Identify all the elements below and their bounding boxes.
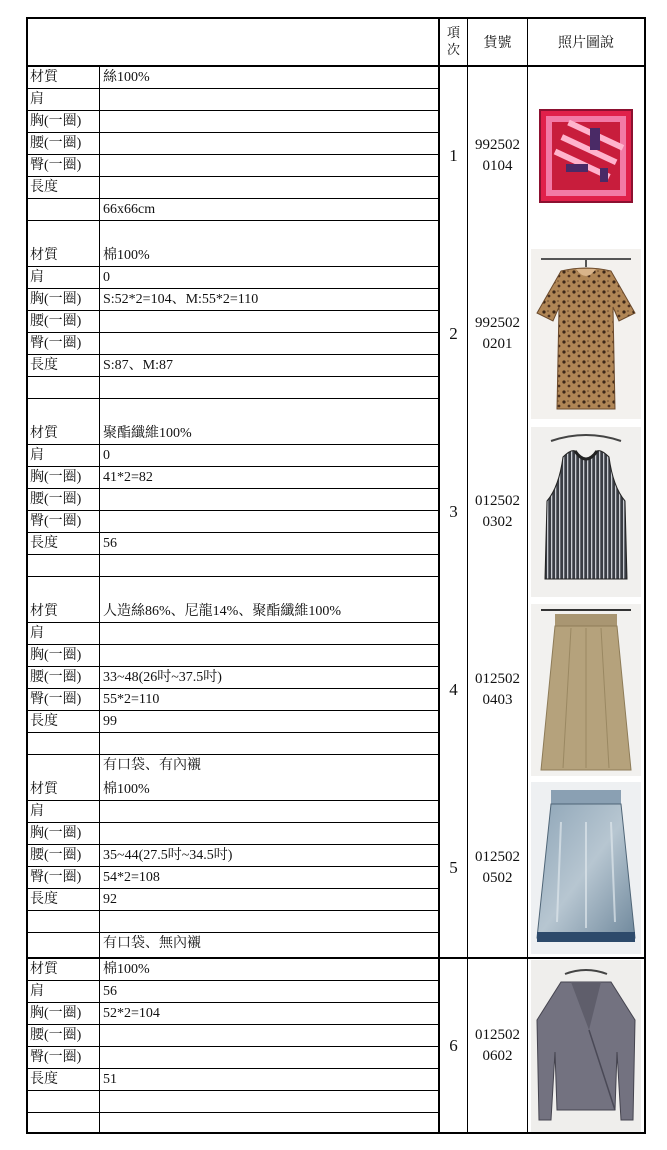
- label-material: 材質: [28, 959, 99, 981]
- value-note: [100, 733, 438, 755]
- label-length: 長度: [28, 177, 99, 199]
- attribute-value-column: [100, 959, 440, 1132]
- value-chest: 41*2=82: [100, 467, 438, 489]
- label-empty: [28, 1091, 99, 1113]
- item-block: [28, 67, 644, 245]
- label-empty: [28, 377, 99, 399]
- item-block: [28, 779, 644, 957]
- label-empty: [28, 1113, 99, 1135]
- product-spec-table: [26, 17, 646, 1134]
- value-chest: [100, 823, 438, 845]
- leopard-print-dress-image: [531, 249, 641, 419]
- attribute-value-column: [100, 245, 440, 423]
- value-length: [100, 177, 438, 199]
- header-photo: 照片圖說: [528, 19, 644, 67]
- item-number: 1: [440, 67, 468, 245]
- item-sku: [468, 959, 528, 1132]
- item-sku: [468, 245, 528, 423]
- value-waist: [100, 311, 438, 333]
- item-block: [28, 423, 644, 601]
- item-number: 4: [440, 601, 468, 779]
- value-shoulder: 0: [100, 267, 438, 289]
- gray-wrap-jacket-image: [531, 960, 641, 1132]
- label-hip: 臀(一圈): [28, 155, 99, 177]
- label-empty: [28, 933, 99, 955]
- label-hip: 臀(一圈): [28, 333, 99, 355]
- sku-line-2: 0302: [482, 514, 513, 530]
- label-hip: 臀(一圈): [28, 867, 99, 889]
- value-material: 人造絲86%、尼龍14%、聚酯纖維100%: [100, 601, 438, 623]
- product-photo: [528, 779, 644, 957]
- red-silk-scarf-image: [536, 106, 636, 206]
- value-waist: [100, 489, 438, 511]
- value-note2: [100, 577, 438, 599]
- value-material: 絲100%: [100, 67, 438, 89]
- attribute-value-column: [100, 779, 440, 957]
- label-empty: [28, 577, 99, 599]
- value-shoulder: [100, 801, 438, 823]
- attribute-label-column: [28, 245, 100, 423]
- label-chest: 胸(一圈): [28, 1003, 99, 1025]
- value-length: S:87、M:87: [100, 355, 438, 377]
- label-chest: 胸(一圈): [28, 645, 99, 667]
- label-empty: [28, 733, 99, 755]
- label-empty: [28, 399, 99, 421]
- label-waist: 腰(一圈): [28, 1025, 99, 1047]
- value-hip: [100, 1047, 438, 1069]
- value-note2: [100, 1113, 438, 1135]
- sku-line-1: 992502: [475, 315, 520, 331]
- product-photo: [528, 423, 644, 601]
- label-material: 材質: [28, 601, 99, 623]
- item-block: [28, 601, 644, 779]
- label-chest: 胸(一圈): [28, 467, 99, 489]
- value-hip: 54*2=108: [100, 867, 438, 889]
- label-shoulder: 肩: [28, 445, 99, 467]
- label-empty: [28, 755, 99, 777]
- value-note2: 有口袋、無內襯: [103, 936, 201, 951]
- sku-line-2: 0502: [482, 870, 513, 886]
- attribute-value-column: [100, 601, 440, 779]
- value-note2: [100, 221, 438, 243]
- sku-line-2: 0602: [482, 1047, 513, 1064]
- label-shoulder: 肩: [28, 801, 99, 823]
- value-note: [100, 911, 438, 933]
- label-waist: 腰(一圈): [28, 311, 99, 333]
- sku-line-1: 012502: [475, 849, 520, 865]
- label-waist: 腰(一圈): [28, 667, 99, 689]
- sku-line-1: 992502: [475, 137, 520, 153]
- label-empty: [28, 199, 99, 221]
- value-shoulder: 0: [100, 445, 438, 467]
- header-item-no: 項次: [440, 19, 468, 67]
- value-chest: 52*2=104: [100, 1003, 438, 1025]
- value-hip: [100, 155, 438, 177]
- label-length: 長度: [28, 533, 99, 555]
- value-hip: 55*2=110: [100, 689, 438, 711]
- label-empty: [28, 221, 99, 243]
- label-waist: 腰(一圈): [28, 845, 99, 867]
- sku-line-2: 0104: [482, 158, 513, 174]
- value-material: 棉100%: [100, 779, 438, 801]
- attribute-label-column: [28, 601, 100, 779]
- item-number: 6: [440, 959, 468, 1132]
- label-length: 長度: [28, 889, 99, 911]
- value-length: 51: [100, 1069, 438, 1091]
- denim-skirt-image: [531, 782, 641, 954]
- label-chest: 胸(一圈): [28, 289, 99, 311]
- item-sku: [468, 423, 528, 601]
- khaki-skirt-image: [531, 604, 641, 776]
- label-material: 材質: [28, 245, 99, 267]
- attribute-label-column: [28, 959, 100, 1132]
- value-waist: 33~48(26吋~37.5吋): [100, 667, 438, 689]
- value-waist: [100, 1025, 438, 1047]
- attribute-label-column: [28, 67, 100, 245]
- label-material: 材質: [28, 67, 99, 89]
- label-empty: [28, 555, 99, 577]
- value-note: 66x66cm: [100, 199, 438, 221]
- label-shoulder: 肩: [28, 623, 99, 645]
- label-material: 材質: [28, 779, 99, 801]
- label-chest: 胸(一圈): [28, 111, 99, 133]
- value-length: 56: [100, 533, 438, 555]
- item-number: 5: [440, 779, 468, 957]
- label-shoulder: 肩: [28, 981, 99, 1003]
- label-shoulder: 肩: [28, 89, 99, 111]
- value-note: [100, 1091, 438, 1113]
- value-note: [100, 555, 438, 577]
- label-length: 長度: [28, 1069, 99, 1091]
- value-chest: [100, 111, 438, 133]
- value-shoulder: 56: [100, 981, 438, 1003]
- value-note2: 有口袋、有內襯: [103, 758, 201, 773]
- item-number: 3: [440, 423, 468, 601]
- sku-line-1: 012502: [475, 1026, 520, 1043]
- header-sku: 貨號: [468, 19, 528, 67]
- value-waist: [100, 133, 438, 155]
- attribute-value-column: [100, 67, 440, 245]
- value-hip: [100, 511, 438, 533]
- value-material: 棉100%: [100, 959, 438, 981]
- product-photo: [528, 67, 644, 245]
- product-photo: [528, 959, 644, 1132]
- attribute-label-column: [28, 423, 100, 601]
- sku-line-1: 012502: [475, 671, 520, 687]
- label-waist: 腰(一圈): [28, 489, 99, 511]
- item-block: [28, 957, 644, 1132]
- value-chest: [100, 645, 438, 667]
- label-waist: 腰(一圈): [28, 133, 99, 155]
- item-sku: [468, 601, 528, 779]
- attribute-value-column: [100, 423, 440, 601]
- value-length: 99: [100, 711, 438, 733]
- value-shoulder: [100, 623, 438, 645]
- striped-knit-tank-top-image: [531, 427, 641, 597]
- item-sku: [468, 67, 528, 245]
- label-hip: 臀(一圈): [28, 689, 99, 711]
- label-length: 長度: [28, 355, 99, 377]
- item-sku: [468, 779, 528, 957]
- label-hip: 臀(一圈): [28, 511, 99, 533]
- label-hip: 臀(一圈): [28, 1047, 99, 1069]
- item-block: [28, 245, 644, 423]
- value-note: [100, 377, 438, 399]
- value-length: 92: [100, 889, 438, 911]
- value-hip: [100, 333, 438, 355]
- value-waist: 35~44(27.5吋~34.5吋): [100, 845, 438, 867]
- sku-line-2: 0403: [482, 692, 513, 708]
- value-material: 聚酯纖維100%: [100, 423, 438, 445]
- product-photo: [528, 245, 644, 423]
- sku-line-2: 0201: [482, 336, 513, 352]
- value-chest: S:52*2=104、M:55*2=110: [100, 289, 438, 311]
- item-number: 2: [440, 245, 468, 423]
- label-length: 長度: [28, 711, 99, 733]
- label-shoulder: 肩: [28, 267, 99, 289]
- label-material: 材質: [28, 423, 99, 445]
- product-photo: [528, 601, 644, 779]
- value-note2: [100, 399, 438, 421]
- value-shoulder: [100, 89, 438, 111]
- value-material: 棉100%: [100, 245, 438, 267]
- header-blank-cell: [28, 19, 440, 67]
- label-empty: [28, 911, 99, 933]
- label-chest: 胸(一圈): [28, 823, 99, 845]
- sku-line-1: 012502: [475, 493, 520, 509]
- attribute-label-column: [28, 779, 100, 957]
